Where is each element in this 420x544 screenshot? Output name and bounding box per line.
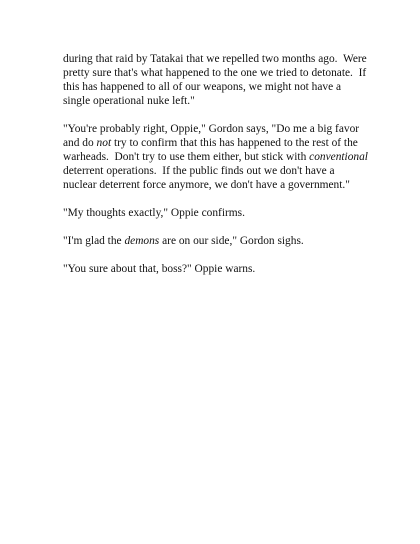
text-run: try to confirm that this has happened to the rest of the (111, 137, 358, 149)
text-line (63, 94, 383, 108)
italic-text-run: not (96, 137, 112, 149)
text-line (63, 122, 383, 136)
paragraph (63, 122, 383, 192)
paragraph (63, 206, 383, 220)
text-line (63, 178, 383, 192)
text-run: single operational nuke left." (63, 95, 195, 107)
text-line (63, 80, 383, 94)
text-line (63, 136, 383, 150)
text-run: deterrent operations. If the public finds out we don't have a (63, 165, 335, 177)
text-run: and do (63, 137, 97, 149)
text-line (63, 52, 383, 66)
body-text (63, 52, 383, 290)
text-line (63, 206, 383, 220)
italic-text-run: conventional (309, 151, 368, 163)
paragraph (63, 234, 383, 248)
text-run: "You're probably right, Oppie," Gordon says, "Do me a big favor (63, 123, 360, 135)
text-run: "I'm glad the (63, 235, 125, 247)
text-line (63, 150, 383, 164)
paragraph (63, 262, 383, 276)
text-run: this has happened to all of our weapons, we might not have a (63, 81, 342, 93)
text-run: nuclear deterrent force anymore, we don't have a government." (63, 179, 350, 191)
text-line (63, 262, 383, 276)
text-run: warheads. Don't try to use them either, but stick with (63, 151, 310, 163)
paragraph (63, 52, 383, 108)
text-line (63, 66, 383, 80)
text-run: during that raid by Tatakai that we repelled two months ago. Were (63, 53, 367, 65)
text-line (63, 234, 383, 248)
text-line (63, 164, 383, 178)
text-run: "My thoughts exactly," Oppie confirms. (63, 207, 245, 219)
text-run: pretty sure that's what happened to the one we tried to detonate. If (63, 67, 367, 79)
italic-text-run: demons (124, 235, 160, 247)
text-run: "You sure about that, boss?" Oppie warns. (63, 263, 256, 275)
text-run: are on our side," Gordon sighs. (159, 235, 304, 247)
